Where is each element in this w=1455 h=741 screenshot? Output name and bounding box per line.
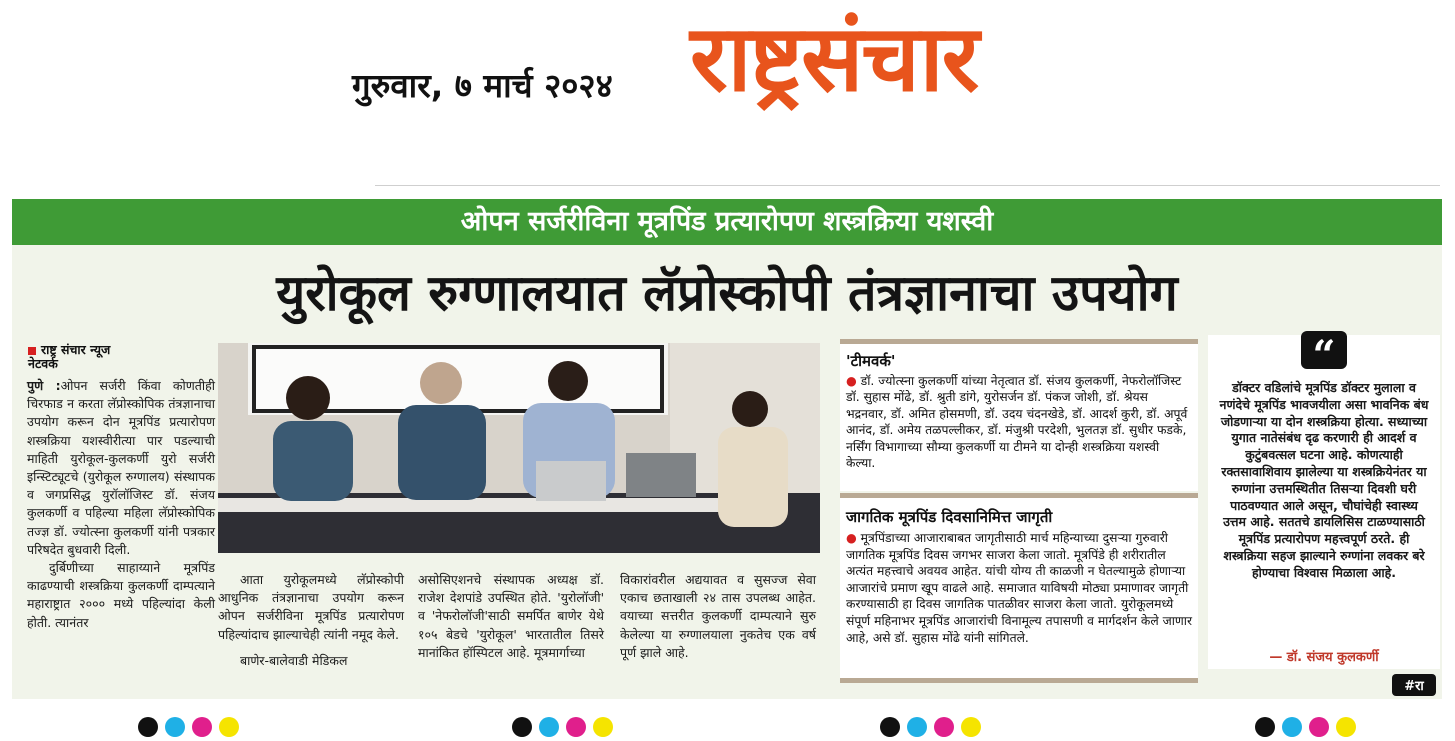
quote-text: डॉक्टर वडिलांचे मूत्रपिंड डॉक्टर मुलाला व नणंदेचे मूत्रपिंड भावजयीला असा भावनिक बंध जोडणाऱ्या या दोन शस्त्रक्रिया होत्या. सध्याच्या युगात नातेसंबंध दृढ करणारी ही आदर्श व कुटुंबवत्सल घटना आहे. कोणत्याही रक्तसावाशिवाय झालेल्या या शस्त्रक्रियेनंतर या रुग्णांना उत्तमस्थितीत तिसऱ्या दिवशी घरी पाठवण्यात आले असून, चौघांचेही स्वास्थ्य उत्तम आहे. सततचे डायलिसिस टाळण्यासाठी मूत्रपिंड प्रत्यारोपण महत्त्वपूर्ण ठरते. ही शस्त्रक्रिया सहज झाल्याने रुग्णांना लवकर बरे होण्याचा विश्वास मिळाला आहे. [1219, 380, 1429, 580]
awareness-bottom-rule [840, 678, 1198, 683]
byline-network: नेटवर्क [28, 356, 58, 371]
registration-dots [1255, 717, 1363, 739]
column-2-paragraph-2: बाणेर-बालेवाडी मेडिकल [240, 652, 348, 668]
quote-icon: “ [1301, 331, 1347, 369]
magenta-dot [1309, 717, 1329, 737]
column-1-paragraph-1: ओपन सर्जरी किंवा कोणतीही चिरफाड न करता लॅप्रोस्कोपिक तंत्रज्ञानाचा उपयोग करून दोन मूत्रपिंड प्रत्यारोपण शस्त्रक्रिया यशस्वीरीत्या पार पडल्याची माहिती युरोकूल-कुलकर्णी युरो सर्जरी इन्स्टिट्यूटचे (युरोकूल रुग्णालय) संस्थापक व जगप्रसिद्ध युरॉलॉजिस्ट डॉ. संजय कुलकर्णी व पहिल्या महिला लॅप्रोस्कोपिक तज्ज्ञ डॉ. ज्योत्स्ना कुलकर्णी यांनी पत्रकार परिषदेत बुधवारी दिली. [27, 378, 215, 557]
black-dot [1255, 717, 1275, 737]
yellow-dot [961, 717, 981, 737]
edition-date: गुरुवार, ७ मार्च २०२४ [352, 66, 613, 105]
pull-quote [1208, 332, 1440, 669]
news-article [12, 199, 1442, 699]
hashtag-badge [1392, 674, 1436, 696]
red-square-icon [28, 347, 36, 355]
dateline: पुणे : [27, 378, 61, 393]
awareness-sidebar [840, 493, 1198, 683]
masthead-divider [375, 185, 1440, 186]
press-conference-photo-illustration [218, 343, 820, 553]
article-headline: युरोकूल रुग्णालयात लॅप्रोस्कोपी तंत्रज्ञानाचा उपयोग [276, 264, 1178, 322]
cyan-dot [907, 717, 927, 737]
black-dot [138, 717, 158, 737]
newspaper-logo: राष्ट्रसंचार [690, 5, 978, 112]
cyan-dot [539, 717, 559, 737]
cyan-dot [1282, 717, 1302, 737]
byline-source: राष्ट्र संचार न्यूज [41, 342, 111, 357]
teamwork-body: डॉ. ज्योत्स्ना कुलकर्णी यांच्या नेतृत्वात डॉ. संजय कुलकर्णी, नेफरोलॉजिस्ट डॉ. सुहास मोंढे, डॉ. श्रुती डांगे, युरोसर्जन डॉ. पंकज जोशी, डॉ. श्रेयस भद्रनवार, डॉ. अमित होसमणी, डॉ. उदय चंदनखेडे, डॉ. आदर्श कुरी, डॉ. अपूर्व आनंद, डॉ. अमेय तळपल्लीकर, डॉ. मंजुश्री परदेशी, भुलतज्ञ डॉ. सुधीर फडके, नर्सिंग विभागाच्या सौम्या कुलकर्णी या टीमने या दोन्ही शस्त्रक्रिया यशस्वी केल्या. [846, 374, 1188, 471]
registration-dots [512, 717, 620, 739]
magenta-dot [934, 717, 954, 737]
column-3-paragraph-1: असोसिएशनचे संस्थापक अध्यक्ष डॉ. राजेश देशपांडे उपस्थित होते. 'युरोलॉजी' व 'नेफरोलॉजी'साठी समर्पित बाणेर येथे १०५ बेडचे 'युरोकूल' भारतातील तिसरे मानांकित हॉस्पिटल आहे. मूत्रमार्गाच्या [418, 572, 604, 660]
article-column-1 [27, 377, 215, 632]
badge-text: #रा [1404, 679, 1424, 694]
registration-dots [138, 717, 246, 739]
bullet-icon: ● [846, 374, 861, 388]
column-2-paragraph-1: आता युरोकूलमध्ये लॅप्रोस्कोपी आधुनिक तंत्रज्ञानाचा उपयोग करून ओपन सर्जरीविना मूत्रपिंड प्रत्यारोपण पहिल्यांदाच झाल्याचेही त्यांनी नमूद केले. [218, 572, 404, 642]
black-dot [512, 717, 532, 737]
article-column-4 [620, 571, 816, 662]
column-4-paragraph-1: विकारांवरील अद्ययावत व सुसज्ज सेवा एकाच छताखाली २४ तास उपलब्ध आहेत. वयाच्या सत्तरीत कुलकर्णी दाम्पत्याने सुरु केलेल्या या रुग्णालयाला नुकतेच एक वर्ष पूर्ण झाले आहे. [620, 572, 816, 660]
article-column-2 [218, 571, 404, 670]
byline [28, 343, 213, 371]
yellow-dot [1336, 717, 1356, 737]
bullet-icon: ● [846, 531, 861, 545]
teamwork-sidebar [840, 339, 1198, 491]
awareness-title: जागतिक मूत्रपिंड दिवसानिमित्त जागृती [846, 508, 1053, 526]
black-dot [880, 717, 900, 737]
yellow-dot [593, 717, 613, 737]
magenta-dot [192, 717, 212, 737]
column-1-paragraph-2: दुर्बिणीच्या साहाय्याने मूत्रपिंड काढण्याची शस्त्रक्रिया कुलकर्णी दाम्पत्याने महाराष्ट्रात २००० मध्ये पहिल्यांदा केली होती. त्यानंतर [27, 560, 215, 630]
awareness-body: मूत्रपिंडाच्या आजाराबाबत जागृतीसाठी मार्च महिन्याच्या दुसऱ्या गुरुवारी जागतिक मूत्रपिंड दिवस जगभर साजरा केला जातो. मूत्रपिंडे ही शरीरातील अत्यंत महत्त्वाचे अवयव आहेत. यांची योग्य ती काळजी न घेतल्यामुळे होणाऱ्या आजारांचे प्रमाण खूप वाढले आहे. समाजात याविषयी मोठ्या प्रमाणावर जागृती करण्यासाठी हा दिवस जागतिक पातळीवर साजरा केला जातो. युरोकूलमध्ये संपूर्ण महिनाभर मूत्रपिंड आजारांची विनामूल्य तपासणी व मार्गदर्शन केले जाणार आहे, असे डॉ. सुहास मोंढे यांनी सांगितले. [846, 531, 1193, 645]
press-conference-photo [218, 343, 820, 553]
article-column-3 [418, 571, 604, 662]
quote-author: — डॉ. संजय कुलकर्णी [1269, 650, 1379, 665]
yellow-dot [219, 717, 239, 737]
article-kicker: ओपन सर्जरीविना मूत्रपिंड प्रत्यारोपण शस्त्रक्रिया यशस्वी [12, 199, 1442, 245]
teamwork-title: 'टीमवर्क' [846, 352, 896, 370]
registration-dots [880, 717, 988, 739]
magenta-dot [566, 717, 586, 737]
cyan-dot [165, 717, 185, 737]
